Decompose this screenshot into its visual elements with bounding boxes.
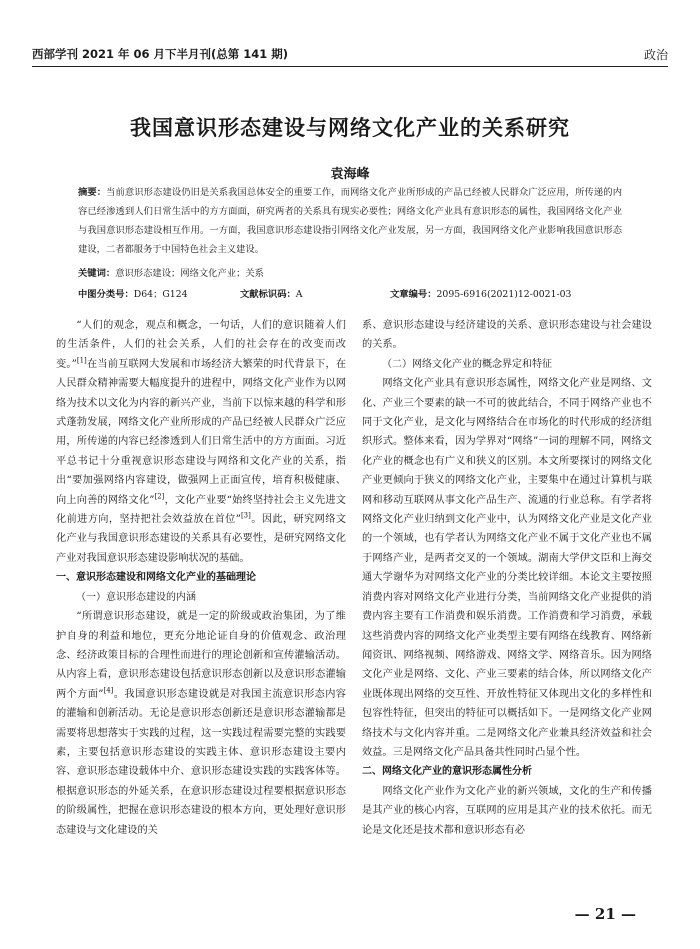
section-heading: 二、网络文化产业的意识形态属性分析 bbox=[362, 766, 532, 778]
doc-value: A bbox=[295, 289, 303, 300]
citation: [1] bbox=[76, 356, 87, 365]
page-number: — 21 — bbox=[574, 905, 636, 923]
keywords-text: 意识形态建设；网络文化产业；关系 bbox=[115, 268, 264, 279]
doc-label: 文献标识码： bbox=[240, 289, 296, 300]
running-header bbox=[32, 46, 668, 66]
classification-row bbox=[78, 286, 622, 302]
paragraph: 网络文化产业具有意识形态属性，网络文化产业是网络、文化、产业三个要素的缺一不可的彼此结合，不同于网络产业也不同于文化产业，是文化与网络结合在市场化的时代形成的经济组织形式。整体来看，因为学界对“网络”一词的理解不同，网络文化产业的概念也有广义和狭义的区别。本文所要探讨的网络文化产业更倾向于狭义的网络文化产业，主要集中在通过计算机与联网和移动互联网从事文化产品生产、流通的行业总称。有学者将网络文化产业归纳到文化产业中，认为网络文化产业是文化产业的一个领域，也有学者认为网络文化产业不属于文化产业也不属于网络产业，是两者交叉的一个领域。湖南大学伊文臣和上海交通大学谢华为对网络文化产业的分类比较详细。本论文主要按照消费内容对网络文化产业进行分类，当前网络文化产业提供的消费内容主要有工作消费和娱乐消费。工作消费和学习消费，承载这些消费内容的网络文化产业类型主要有网络在线教育、网络新闻资讯、网络视频、网络游戏、网络文学、网络音乐。因为网络文化产业是网络、文化、产业三要素的结合体，所以网络文化产业既体现出网络的交互性、开放性特征又体现出文化的多样性和包容性特征，但突出的特征可以概括如下。一是网络文化产业网络技术与文化内容并重。二是网络文化产业兼具经济效益和社会效益。三是网络文化产品具备共性同时凸显个性。 bbox=[362, 378, 652, 758]
abstract-label: 摘要： bbox=[78, 187, 107, 198]
clc-code bbox=[78, 286, 188, 300]
paragraph bbox=[56, 607, 346, 840]
citation: [3] bbox=[240, 511, 251, 520]
keywords-label: 关键词： bbox=[78, 268, 116, 279]
section-heading: 一、意识形态建设和网络文化产业的基础理论 bbox=[56, 572, 256, 584]
article-value: 2095-6916(2021)12-0021-03 bbox=[436, 289, 572, 300]
article-label: 文章编号： bbox=[390, 289, 437, 300]
paragraph bbox=[56, 316, 346, 568]
journal-issue: 西部学刊 2021 年 06 月下半月刊(总第 141 期) bbox=[32, 47, 289, 61]
header-divider bbox=[32, 66, 668, 67]
body-right-column bbox=[362, 316, 652, 840]
citation: [2] bbox=[154, 492, 165, 501]
text-run: 。因此，研究网络文化产业与我国意识形态建设的关系具有必要性，是研究网络文化产业对我国意识形态建设影响状况的基础。 bbox=[56, 514, 347, 564]
keywords bbox=[78, 266, 622, 282]
paragraph: 系、意识形态建设与经济建设的关系、意识形态建设与社会建设的关系。 bbox=[362, 320, 652, 351]
abstract-text: 当前意识形态建设仍旧是关系我国总体安全的重要工作，而网络文化产业所形成的产品已经被人民群众广泛应用，所传递的内容已经渗透到人们日常生活中的方方面面，研究两者的关系具有现实必要性；网络文化产业具有意识形态的属性，我国网络文化产业与我国意识形态建设相互作用。一方面，我国意识形态建设指引网络文化产业发展，另一方面，我国网络文化产业影响我国意识形态建设，二者都服务于中国特色社会主义建设。 bbox=[78, 187, 622, 255]
text-run: “所谓意识形态建设，就是一定的阶级或政治集团，为了维护自身的利益和地位，更充分地论证自身的价值观念、政治理念、经济政策目标的合理性而进行的理论创新和宣传灌输活动。从内容上看，意识形态建设包括意识形态创新以及意识形态灌输两个方面” bbox=[56, 611, 346, 700]
subsection-heading: （一）意识形态建设的内涵 bbox=[76, 591, 196, 603]
citation: [4] bbox=[103, 686, 114, 695]
article-title: 我国意识形态建设与网络文化产业的关系研究 bbox=[130, 115, 570, 140]
section-name: 政治 bbox=[643, 48, 668, 62]
text-run: “人们的观念，观点和概念，一句话，人们的意识随着人们的生活条件，人们的社会关系，人们的社会存在的改变而改变。” bbox=[56, 320, 346, 370]
article-author: 袁海峰 bbox=[330, 167, 370, 182]
text-run: 。我国意识形态建设就是对我国主流意识形态内容的灌输和创新活动。无论是意识形态创新还是意识形态灌输都是需要将思想落实于实践的过程，这一实践过程需要完整的实践要素，主要包括意识形态建设的实践主体、意识形态建设主要内容、意识形态建设载体中介、意识形态建设实践的实践客体等。根据意识形态的外延关系，在意识形态建设过程要根据意识形态的阶级属性，把握在意识形态建设的根本方向，更处理好意识形态建设与文化建设的关 bbox=[56, 688, 346, 836]
paragraph: 网络文化产业作为文化产业的新兴领域，文化的生产和传播是其产业的核心内容，互联网的应用是其产业的技术依托。而无论是文化还是技术都和意识形态有必 bbox=[362, 785, 652, 836]
text-run: 在当前互联网大发展和市场经济大繁荣的时代背景下，在人民群众精神需要大幅度提升的进程中，网络文化产业作为以网络为技术以文化为内容的新兴产业，当前下以惊来越的科学和形式蓬勃发展，网络文化产业所形成的产品已经被人民群众广泛应用，所传递的内容已经渗透到人们日常生活中的方方面面。习近平总书记十分重视意识形态建设与网络和文化产业的关系，指出“要加强网络内容建设，做强网上正面宣传，培育积极健康、向上向善的网络文化” bbox=[56, 358, 347, 506]
clc-label: 中图分类号： bbox=[78, 289, 134, 300]
body-left-column bbox=[56, 316, 346, 840]
doc-code bbox=[240, 286, 303, 300]
subsection-heading: （二）网络文化产业的概念界定和特征 bbox=[382, 358, 552, 370]
article-number bbox=[390, 286, 571, 300]
abstract bbox=[78, 183, 622, 259]
text-run: ，文化产业要“始终坚持社会主义先进文化前进方向，坚持把社会效益放在首位” bbox=[56, 494, 346, 526]
clc-value: D64；G124 bbox=[133, 289, 188, 300]
